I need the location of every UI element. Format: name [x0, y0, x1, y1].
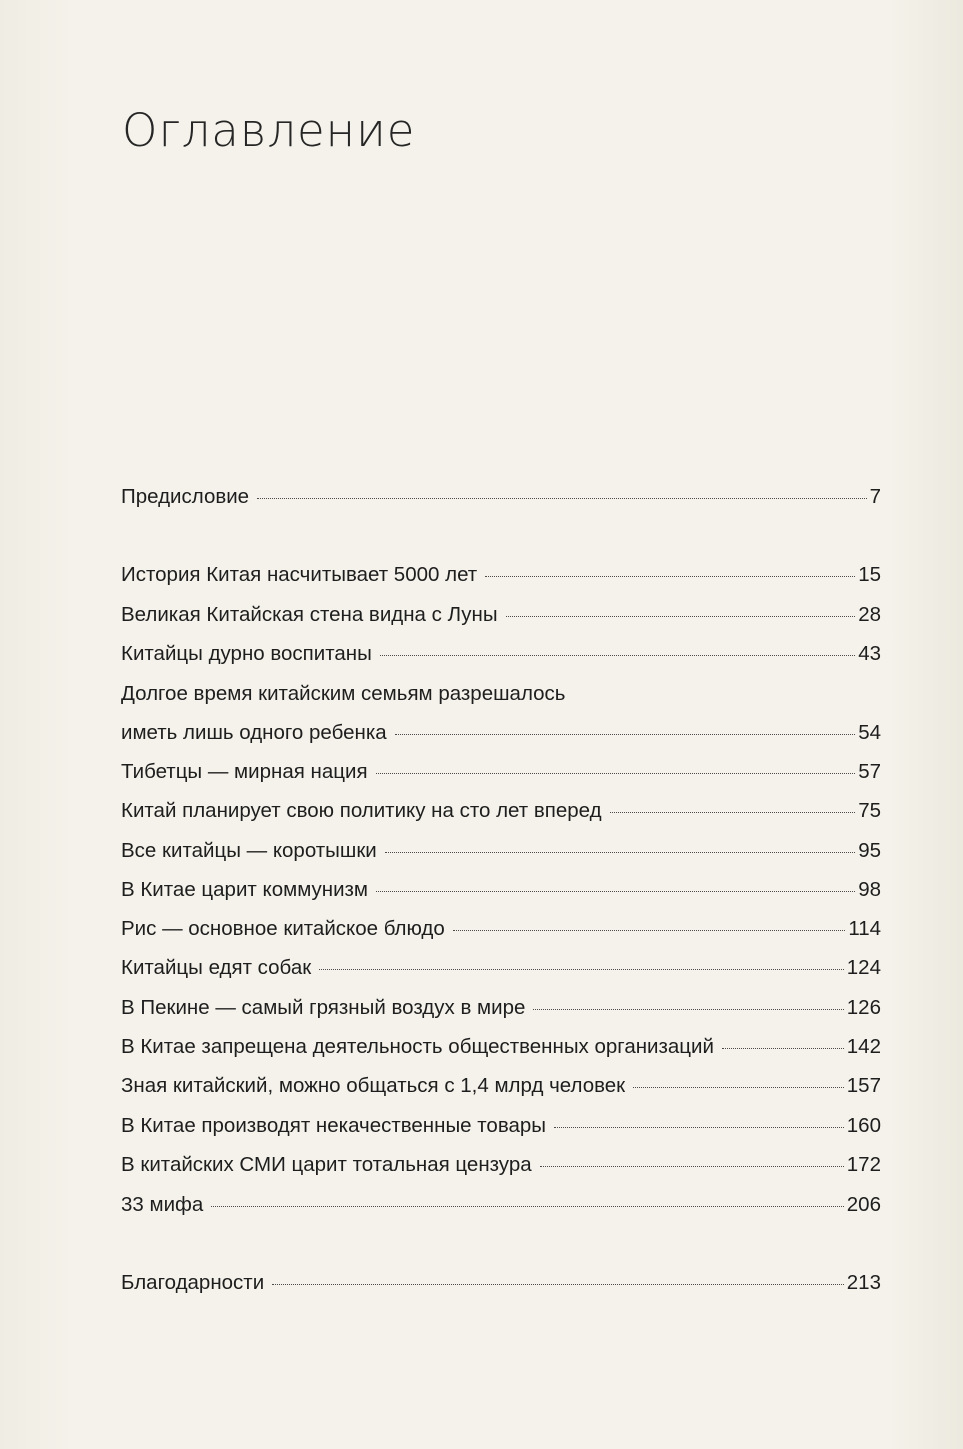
- toc-entry-title: В Китае производят некачественные товары: [121, 1114, 547, 1137]
- toc-entry-title: В Пекине — самый грязный воздух в мире: [121, 996, 526, 1019]
- toc-entry-page: 206: [846, 1193, 881, 1216]
- toc-entry[interactable]: [121, 955, 881, 981]
- toc-entry[interactable]: [121, 877, 881, 903]
- toc-entry[interactable]: [121, 995, 881, 1021]
- toc-entry-title: Все китайцы — коротышки: [121, 839, 377, 862]
- toc-entry[interactable]: [121, 1152, 881, 1178]
- toc-entry-page: 43: [858, 642, 881, 665]
- toc-entry-page: 160: [846, 1114, 881, 1137]
- toc-entry-title: История Китая насчитывает 5000 лет: [121, 563, 478, 586]
- toc-entry-page: 142: [846, 1035, 881, 1058]
- toc-entry-page: 28: [858, 603, 881, 626]
- toc-entry-title: иметь лишь одного ребенка: [121, 721, 387, 744]
- toc-entry-title: Китай планирует свою политику на сто лет вперед: [121, 799, 602, 822]
- toc-entry-page: 54: [858, 721, 881, 744]
- toc-entry-page: 126: [846, 996, 881, 1019]
- toc-entry-page: 124: [846, 956, 881, 979]
- toc-entry-page: 98: [858, 878, 881, 901]
- toc-entry-title: 33 мифа: [121, 1193, 204, 1216]
- toc-entry-page: 75: [858, 799, 881, 822]
- dot-leader: [272, 1284, 844, 1285]
- toc-entry-title: Зная китайский, можно общаться с 1,4 млрд человек: [121, 1074, 626, 1097]
- toc-entry-title: Китайцы едят собак: [121, 956, 312, 979]
- dot-leader: [633, 1087, 844, 1088]
- toc-entry-title: В китайских СМИ царит тотальная цензура: [121, 1153, 532, 1176]
- toc-entry[interactable]: [121, 1034, 881, 1060]
- toc-entry-title: Рис — основное китайское блюдо: [121, 917, 445, 940]
- toc-entry-title: В Китае запрещена деятельность общественных организаций: [121, 1035, 714, 1058]
- toc-entry-title: Великая Китайская стена видна с Луны: [121, 603, 498, 626]
- dot-leader: [554, 1127, 844, 1128]
- toc-entry[interactable]: [121, 759, 881, 785]
- toc-entry-page: 114: [848, 917, 881, 940]
- toc-entry[interactable]: [121, 838, 881, 864]
- toc-entry-title: Китайцы дурно воспитаны: [121, 642, 372, 665]
- toc-entry-line-1[interactable]: [121, 681, 881, 707]
- toc-entry[interactable]: [121, 916, 881, 942]
- toc-entry-title: Долгое время китайским семьям разрешалось: [121, 682, 566, 705]
- toc-entry-title: Благодарности: [121, 1271, 265, 1294]
- toc-entry-page: 172: [846, 1153, 881, 1176]
- toc-entry[interactable]: [121, 562, 881, 588]
- toc-entry-page: 157: [846, 1074, 881, 1097]
- dot-leader: [610, 812, 856, 813]
- dot-leader: [453, 930, 846, 931]
- dot-leader: [385, 852, 855, 853]
- dot-leader: [485, 576, 855, 577]
- toc-entry[interactable]: [121, 602, 881, 628]
- dot-leader: [506, 616, 856, 617]
- toc-entry[interactable]: [121, 1192, 881, 1218]
- dot-leader: [533, 1009, 843, 1010]
- dot-leader: [540, 1166, 844, 1167]
- toc-entry[interactable]: [121, 720, 881, 746]
- toc-entry[interactable]: [121, 641, 881, 667]
- dot-leader: [376, 773, 856, 774]
- dot-leader: [380, 655, 855, 656]
- toc-entry-page: 213: [846, 1271, 881, 1294]
- toc-entry[interactable]: [121, 1073, 881, 1099]
- toc-entry-page: 95: [858, 839, 881, 862]
- toc-entry-title: В Китае царит коммунизм: [121, 878, 369, 901]
- toc-entry[interactable]: [121, 798, 881, 824]
- toc-entry-page: 15: [858, 563, 881, 586]
- toc-entry[interactable]: [121, 484, 881, 510]
- dot-leader: [376, 891, 855, 892]
- toc-entry-title: Предисловие: [121, 485, 250, 508]
- toc-entry-title: Тибетцы — мирная нация: [121, 760, 368, 783]
- dot-leader: [319, 969, 844, 970]
- toc-entry[interactable]: [121, 1270, 881, 1296]
- page-title: Оглавление: [122, 104, 416, 157]
- toc-entry-page: 7: [869, 485, 881, 508]
- dot-leader: [722, 1048, 844, 1049]
- dot-leader: [257, 498, 867, 499]
- toc-entry[interactable]: [121, 1113, 881, 1139]
- dot-leader: [395, 734, 856, 735]
- dot-leader: [211, 1206, 843, 1207]
- toc-entry-page: 57: [858, 760, 881, 783]
